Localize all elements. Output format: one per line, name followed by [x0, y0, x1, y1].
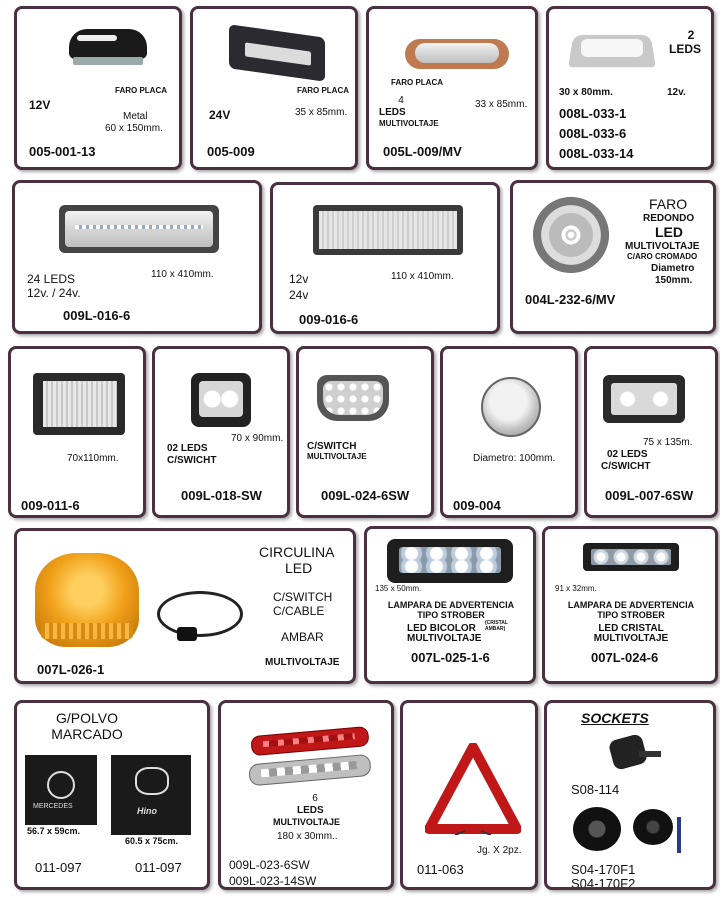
- color-label: AMBAR: [281, 630, 324, 644]
- product-card-005-001-13[interactable]: [14, 6, 182, 170]
- size-label: 150mm.: [655, 275, 693, 286]
- detail-label: Diametro: [651, 263, 695, 274]
- quantity-label: Jg. X 2pz.: [477, 845, 522, 856]
- title-label: LAMPARA DE ADVERTENCIA: [387, 600, 515, 610]
- product-card-009L-018-SW[interactable]: [152, 346, 290, 518]
- product-code: 008L-033-6: [559, 126, 627, 141]
- hino-logo-icon: [135, 767, 169, 795]
- size-label: 35 x 85mm.: [295, 107, 348, 118]
- size-label: 60.5 x 75cm.: [125, 836, 179, 846]
- leds-label: 02 LEDS: [167, 443, 208, 454]
- amber-beacon-image: [35, 553, 145, 653]
- rectangular-light-image: [33, 373, 129, 439]
- product-card-005L-009-MV[interactable]: [366, 6, 538, 170]
- led-type-label: LED CRISTAL: [598, 623, 664, 634]
- strobe-warning-light-image: [387, 539, 517, 585]
- size-label: 110 x 410mm.: [391, 271, 454, 282]
- warning-triangle-image: [425, 743, 521, 835]
- switch-label: C/SWICHT: [601, 461, 651, 472]
- switch-label: C/SWITCH: [273, 590, 333, 604]
- mercedes-logo-icon: [47, 771, 75, 799]
- license-plate-light-image: [57, 29, 157, 69]
- product-card-009L-007-6SW[interactable]: [584, 346, 718, 518]
- switch-label: C/SWITCH: [307, 441, 357, 452]
- title-label: CIRCULINA: [259, 544, 335, 560]
- product-card-007L-026-1[interactable]: [14, 528, 356, 684]
- product-card-009L-023[interactable]: [218, 700, 394, 890]
- switch-label: C/SWICHT: [167, 455, 217, 466]
- bar-light-image: [313, 205, 463, 257]
- size-label: 30 x 80mm.: [559, 87, 613, 98]
- socket-s04-image: [573, 807, 703, 855]
- brand-label: Hino: [137, 806, 157, 816]
- size-label: Diametro: 100mm.: [473, 453, 556, 464]
- product-card-007L-025-1-6[interactable]: [364, 526, 536, 684]
- product-code: 007L-026-1: [37, 662, 105, 677]
- product-tag: FARO PLACA: [391, 78, 443, 87]
- product-card-009L-024-6SW[interactable]: [296, 346, 434, 518]
- hino-mudflap-image: [111, 755, 191, 835]
- title-label: LED: [655, 224, 683, 240]
- voltage-label: MULTIVOLTAJE: [307, 452, 367, 461]
- product-code: 008L-033-1: [559, 106, 627, 121]
- product-card-sockets[interactable]: [544, 700, 716, 890]
- product-card-004L-232-6-MV[interactable]: [510, 180, 716, 334]
- voltage-label: MULTIVOLTAJE: [593, 633, 669, 644]
- title-label: FARO: [649, 196, 688, 212]
- voltage-label: MULTIVOLTAJE: [407, 633, 482, 644]
- product-tag: FARO PLACA: [297, 86, 349, 95]
- product-code: 009-011-6: [21, 498, 80, 513]
- leds-count: 2: [687, 28, 695, 42]
- product-card-007L-024-6[interactable]: [542, 526, 718, 684]
- title-label: REDONDO: [643, 213, 695, 224]
- product-code: 009L-023-14SW: [229, 874, 317, 888]
- product-code: 011-063: [417, 862, 464, 877]
- product-code: S08-114: [571, 782, 620, 797]
- voltage-label: 12v: [289, 272, 309, 286]
- product-code: S04-170F1: [571, 862, 636, 877]
- title-label: LAMPARA DE ADVERTENCIA: [567, 600, 695, 610]
- product-card-009L-016-6[interactable]: [12, 180, 262, 334]
- product-card-011-063[interactable]: [400, 700, 538, 890]
- product-card-009-011-6[interactable]: [8, 346, 146, 518]
- product-code: 008L-033-14: [559, 146, 634, 161]
- product-code: 009L-007-6SW: [605, 488, 694, 503]
- product-code: 009-016-6: [299, 312, 359, 327]
- size-label: 135 x 50mm.: [375, 584, 422, 593]
- led-plate-light-image: [567, 29, 659, 73]
- voltage-label: MULTIVOLTAJE: [273, 817, 340, 827]
- license-plate-light-image: [229, 25, 329, 81]
- led-bar-light-image: [59, 205, 219, 255]
- product-code: 011-097: [35, 860, 82, 875]
- leds-count: 4: [398, 95, 404, 106]
- title-label: LED: [285, 560, 313, 576]
- clear-led-strip-image: [248, 754, 374, 789]
- brand-label: MERCEDES: [33, 803, 73, 810]
- material-label: Metal: [123, 111, 148, 122]
- cable-label: C/CABLE: [273, 604, 325, 618]
- size-label: 75 x 135m.: [643, 437, 693, 448]
- round-light-image: [481, 377, 541, 437]
- product-code: 009L-016-6: [63, 308, 131, 323]
- product-code: 005L-009/MV: [383, 144, 462, 159]
- product-card-005-009[interactable]: [190, 6, 358, 170]
- socket-s08-image: [605, 731, 665, 775]
- product-code: 005-001-13: [29, 144, 96, 159]
- size-label: 180 x 30mm..: [277, 831, 338, 842]
- leds-label: LEDS: [297, 805, 324, 816]
- type-label: TIPO STROBER: [597, 610, 665, 620]
- led-plate-light-image: [405, 35, 509, 75]
- led-cluster-light-image: [317, 375, 395, 425]
- voltage-label: MULTIVOLTAJE: [265, 657, 340, 668]
- leds-label: LEDS: [669, 42, 702, 56]
- product-card-009-016-6[interactable]: [270, 182, 500, 334]
- size-label: 70x110mm.: [67, 453, 119, 464]
- product-code: 007L-025-1-6: [411, 650, 490, 665]
- product-code: 004L-232-6/MV: [525, 292, 616, 307]
- voltage-label: 24V: [209, 108, 231, 122]
- type-label: TIPO STROBER: [417, 610, 485, 620]
- led-square-light-image: [191, 373, 255, 431]
- product-code: 009L-024-6SW: [321, 488, 410, 503]
- voltage-label: 12v. / 24v.: [27, 286, 81, 300]
- leds-label: 24 LEDS: [27, 272, 76, 286]
- product-code: 009L-018-SW: [181, 488, 262, 503]
- product-code: S04-170F2: [571, 876, 636, 890]
- section-title: SOCKETS: [581, 710, 649, 726]
- product-card-009-004[interactable]: [440, 346, 578, 518]
- product-code: 007L-024-6: [591, 650, 659, 665]
- product-code: 011-097: [135, 860, 182, 875]
- product-card-008L-033[interactable]: [546, 6, 714, 170]
- voltage-label: MULTIVOLTAJE: [379, 119, 439, 128]
- warning-triangle-icon: [425, 743, 521, 835]
- product-tag: FARO PLACA: [115, 86, 167, 95]
- product-card-011-097[interactable]: [14, 700, 210, 890]
- strobe-warning-light-image: [583, 543, 683, 575]
- round-led-light-image: [533, 197, 611, 275]
- red-led-strip-image: [250, 726, 371, 758]
- size-label: 91 x 32mm.: [555, 584, 597, 593]
- leds-label: 02 LEDS: [607, 449, 648, 460]
- size-label: 70 x 90mm.: [231, 433, 284, 444]
- leds-count: 6: [312, 793, 318, 804]
- size-label: 110 x 410mm.: [151, 269, 214, 280]
- mercedes-mudflap-image: [25, 755, 97, 825]
- led-type-label: LED BICOLOR: [407, 623, 476, 634]
- voltage-label: 24v: [289, 288, 309, 302]
- leds-label: LEDS: [379, 107, 406, 118]
- voltage-label: 12v.: [667, 87, 686, 98]
- detail-label: C/ARO CROMADO: [627, 252, 698, 261]
- power-cable-image: [147, 571, 247, 651]
- product-code: 009L-023-6SW: [229, 858, 310, 872]
- title-label: MARCADO: [51, 726, 123, 742]
- product-code: 009-004: [453, 498, 501, 513]
- title-label: G/POLVO: [56, 710, 118, 726]
- product-code: 005-009: [207, 144, 255, 159]
- voltage-label: MULTIVOLTAJE: [625, 241, 700, 252]
- led-rectangular-light-image: [603, 375, 687, 425]
- crystal-note: (CRISTAL AMBAR): [485, 620, 508, 632]
- size-label: 33 x 85mm.: [475, 99, 528, 110]
- voltage-label: 12V: [29, 98, 51, 112]
- size-label: 56.7 x 59cm.: [27, 826, 81, 836]
- size-label: 60 x 150mm.: [105, 123, 163, 134]
